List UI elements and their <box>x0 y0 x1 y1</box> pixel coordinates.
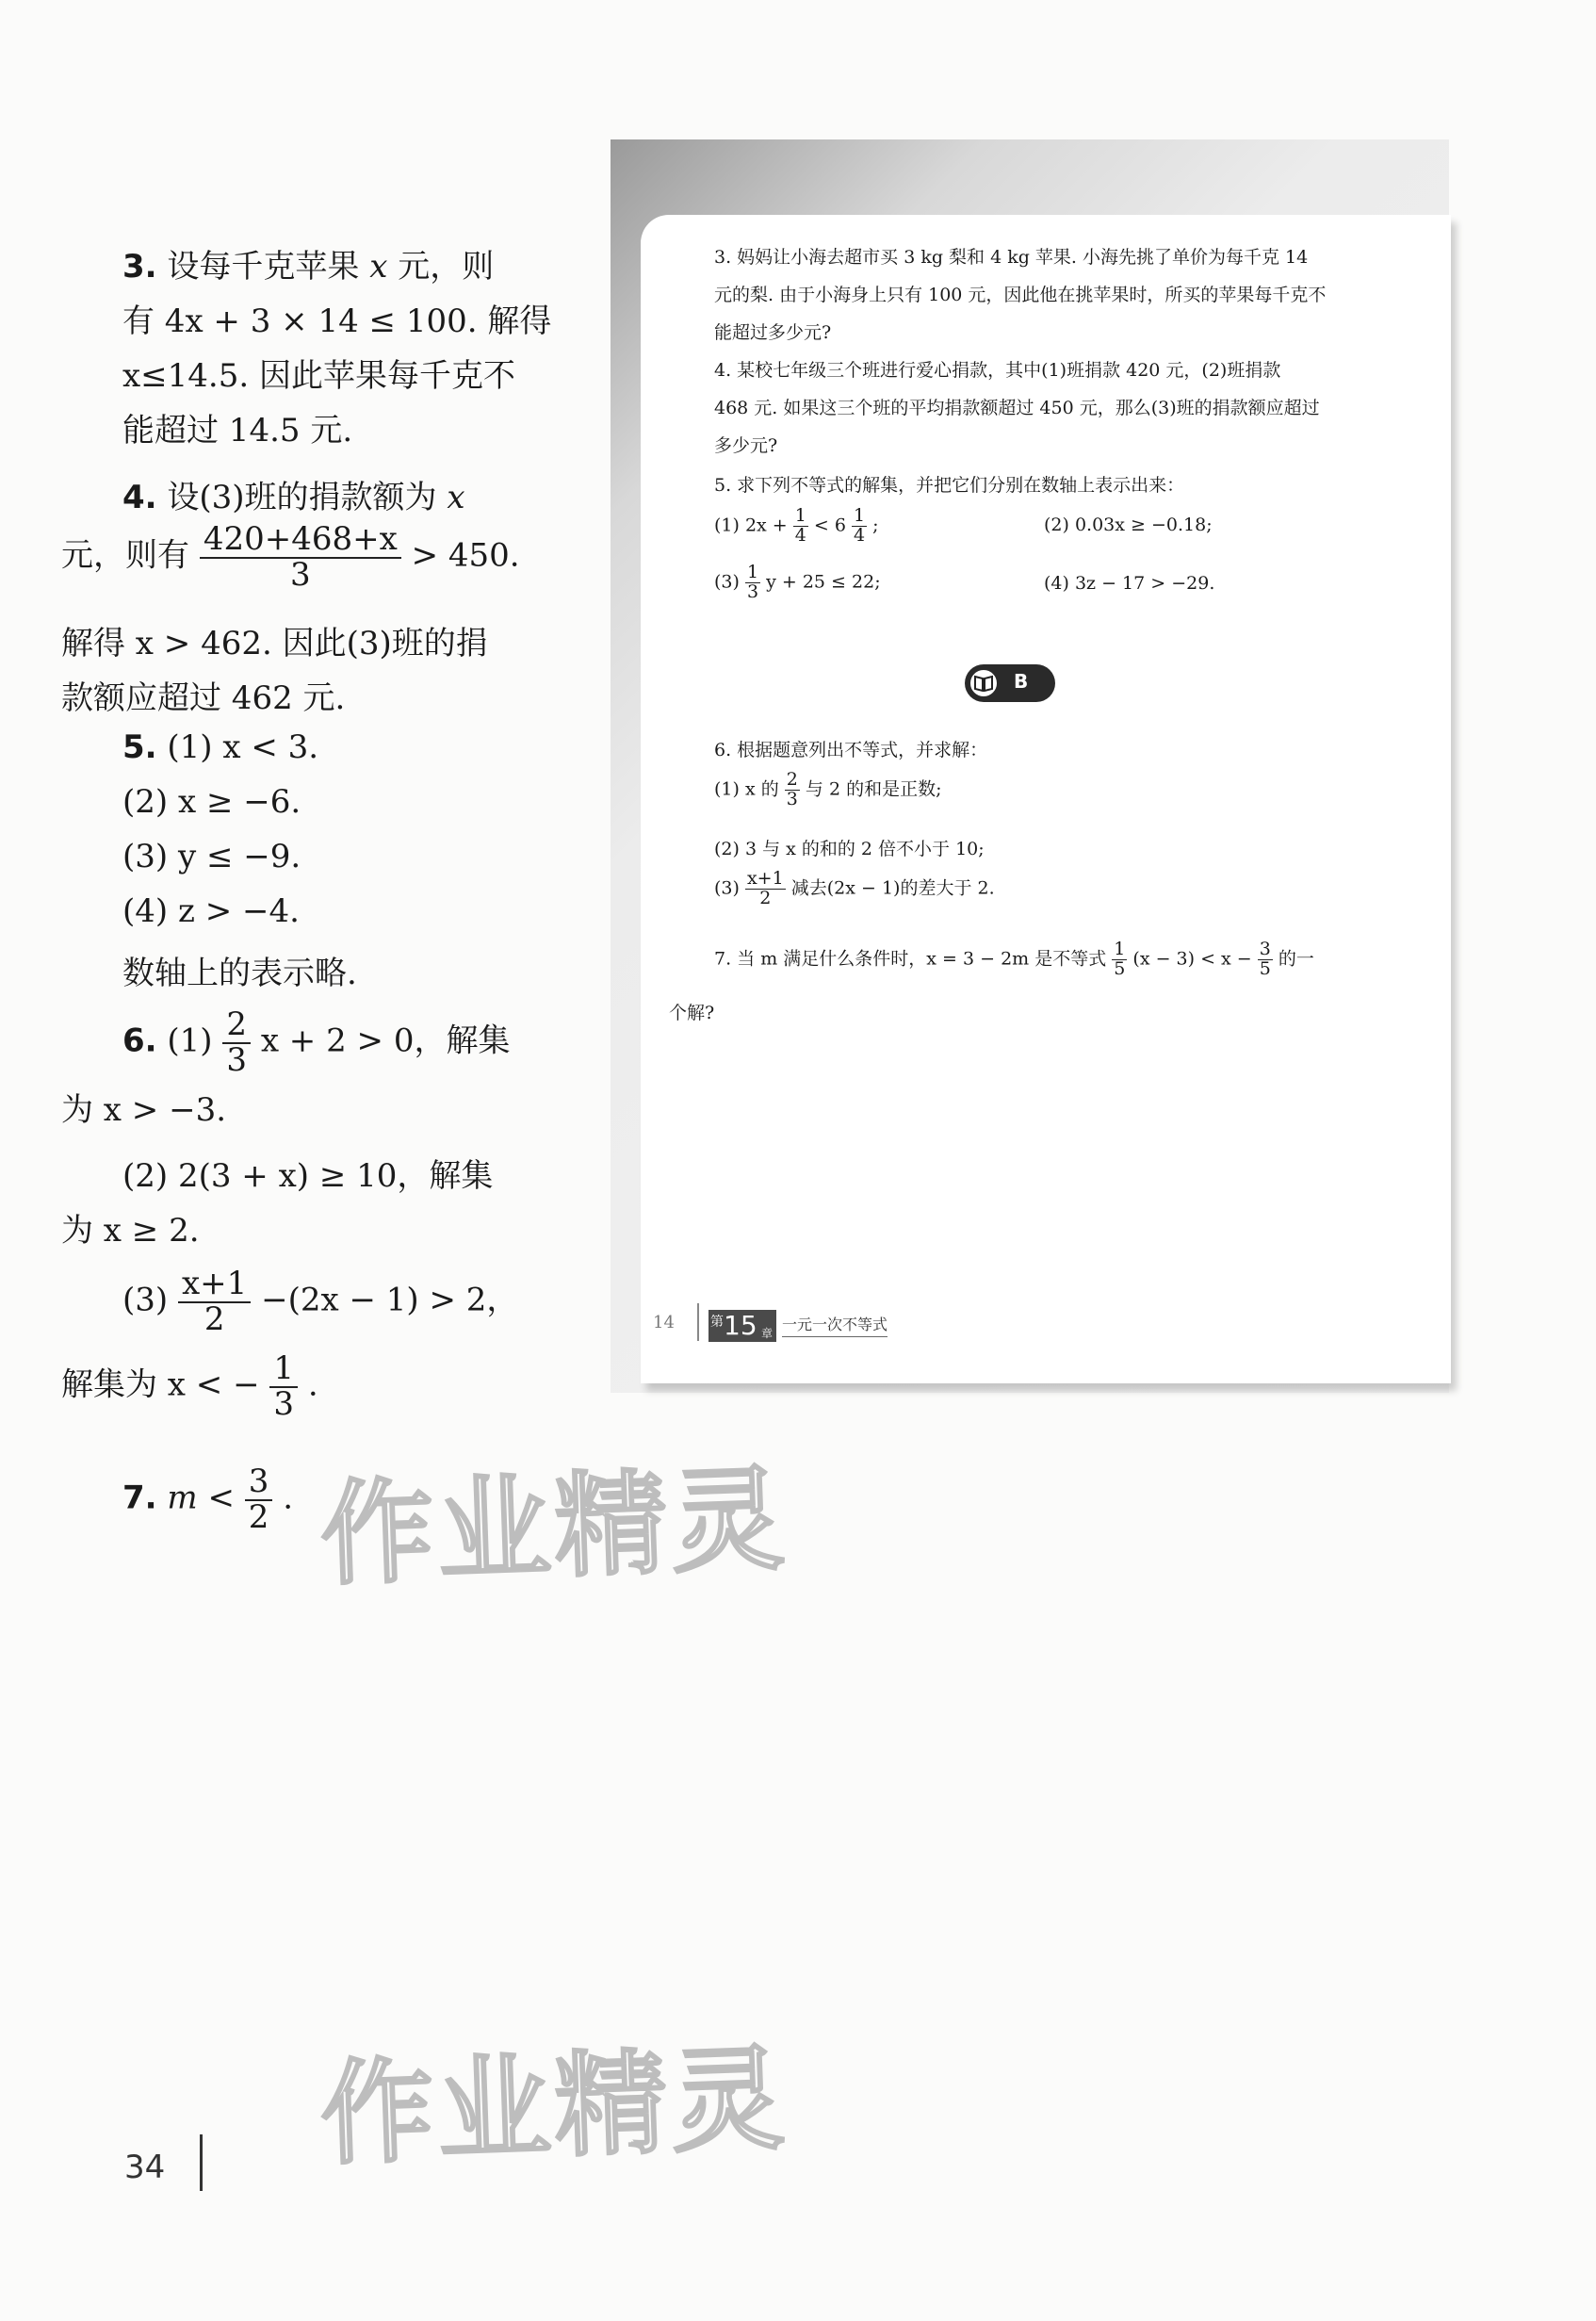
fraction-numerator: 2 <box>222 1008 251 1044</box>
fraction-denominator: 2 <box>204 1299 225 1338</box>
answer-4-line-3: 解得 x > 462. 因此(3)班的捐 <box>61 625 488 662</box>
answer-3-text-b: 元，则 <box>398 248 495 286</box>
fraction-numerator: 1 <box>269 1352 298 1388</box>
q7-line-2: 个解? <box>669 1003 715 1023</box>
q5-part-1-frac-2 <box>852 507 867 546</box>
fraction-numerator: 1 <box>854 505 866 526</box>
q6-part-2: (2) 3 与 x 的和的 2 倍不小于 10; <box>714 839 985 859</box>
answer-5-part-2: (2) x ≥ −6. <box>122 783 301 821</box>
q7-line-1 <box>714 940 1314 979</box>
fraction-numerator: 3 <box>1259 939 1271 959</box>
fraction-numerator: 420+468+x <box>200 523 401 559</box>
fraction-denominator: 3 <box>746 580 759 602</box>
answer-5-note: 数轴上的表示略. <box>122 955 357 992</box>
answer-5-number: 5. <box>122 728 157 766</box>
answer-3-line-4: 能超过 14.5 元. <box>122 412 353 449</box>
answer-6-number: 6. <box>122 1022 157 1060</box>
answer-4-number: 4. <box>122 479 157 516</box>
fraction-denominator: 2 <box>248 1497 269 1536</box>
chapter-suffix: 章 <box>761 1327 774 1340</box>
q5-part-1-b: < 6 <box>813 515 846 536</box>
watermark-bottom: 作业精灵 <box>318 2034 790 2182</box>
q3-line-2: 元的梨. 由于小海身上只有 100 元，因此他在挑苹果时，所买的苹果每千克不 <box>714 285 1327 305</box>
q6-part-3 <box>714 870 995 908</box>
answer-7 <box>122 1465 293 1534</box>
chapter-prefix: 第 <box>710 1315 724 1330</box>
q5-part-3-b: y + 25 ≤ 22; <box>766 571 881 593</box>
q5-part-2: (2) 0.03x ≥ −0.18; <box>1044 515 1213 535</box>
answer-7-fraction <box>245 1465 273 1534</box>
answer-6-part-2-line-2: 为 x ≥ 2. <box>61 1212 200 1250</box>
answer-6-part-3 <box>122 1267 518 1336</box>
q5-part-1-frac <box>793 507 808 546</box>
fraction-numerator: x+1 <box>178 1267 251 1303</box>
q7-frac-1 <box>1112 940 1127 979</box>
answer-3-variable: x <box>369 248 388 286</box>
fraction-denominator: 4 <box>794 524 806 546</box>
answer-7-text: m < <box>167 1479 235 1517</box>
q7-b: (x − 3) < x − <box>1132 948 1252 970</box>
q7-frac-2 <box>1258 940 1273 979</box>
fraction-denominator: 2 <box>759 887 772 908</box>
fraction-denominator: 3 <box>226 1040 248 1079</box>
q6-part-3-b: 减去(2x − 1)的差大于 2. <box>790 877 995 899</box>
q4-line-2: 468 元. 如果这三个班的平均捐款额超过 450 元，那么(3)班的捐款额应超过 <box>714 398 1320 418</box>
answer-3-text: 设每千克苹果 <box>167 248 360 286</box>
page-number-divider <box>697 1303 699 1341</box>
answer-4-text: 设(3)班的捐款额为 <box>167 479 437 516</box>
answer-4-text-c: > 450. <box>411 536 520 575</box>
fraction-numerator: x+1 <box>746 868 784 889</box>
textbook-page-number: 14 <box>653 1313 675 1332</box>
watermark-top: 作业精灵 <box>318 1454 790 1602</box>
q6-title: 6. 根据题意列出不等式，并求解： <box>714 740 988 760</box>
answer-6-part-3-end: . <box>307 1365 318 1404</box>
q6-part-1-frac <box>785 771 800 809</box>
book-icon <box>969 668 999 698</box>
q5-part-1-a: (1) 2x + <box>714 515 788 536</box>
answer-6-part-1-label: (1) <box>167 1022 213 1060</box>
answer-6-part-3-line-2 <box>61 1349 318 1423</box>
answer-6-part-3-rest: −(2x − 1) > 2， <box>261 1281 519 1319</box>
footer-divider <box>200 2134 203 2191</box>
answer-6-part-3-label: (3) <box>122 1281 169 1319</box>
q6-part-3-frac <box>745 870 786 908</box>
q6-part-3-a: (3) <box>714 877 740 899</box>
answer-3-line-3: x≤14.5. 因此苹果每千克不 <box>122 357 515 395</box>
chapter-label <box>708 1310 776 1342</box>
q5-title: 5. 求下列不等式的解集，并把它们分别在数轴上表示出来： <box>714 475 1185 496</box>
answer-3-number: 3. <box>122 248 157 286</box>
q5-part-4: (4) 3z − 17 > −29. <box>1044 573 1215 594</box>
answer-7-end: . <box>283 1479 294 1517</box>
textbook-page <box>641 215 1451 1383</box>
q4-line-3: 多少元? <box>714 435 778 456</box>
answer-6-part-1-fraction <box>222 1005 251 1079</box>
q5-part-1 <box>714 507 879 546</box>
fraction-numerator: 3 <box>245 1465 273 1501</box>
q5-part-3-frac <box>745 564 760 602</box>
q3-line-3: 能超过多少元? <box>714 322 832 343</box>
answer-4-line-2 <box>61 520 520 594</box>
answer-3-line-1 <box>122 240 494 286</box>
answer-6-part-2: (2) 2(3 + x) ≥ 10，解集 <box>122 1157 494 1195</box>
q5-part-3 <box>714 564 881 602</box>
answer-6-part-3-text: 解集为 x < − <box>61 1365 260 1404</box>
fraction-denominator: 3 <box>786 788 798 809</box>
q5-part-3-a: (3) <box>714 571 740 593</box>
answer-4-line-4: 款额应超过 462 元. <box>61 679 346 717</box>
q5-part-1-c: ; <box>872 515 879 536</box>
page-number: 34 <box>124 2149 166 2186</box>
answer-3-line-2: 有 4x + 3 × 14 ≤ 100. 解得 <box>122 302 552 340</box>
answer-6-part-1-rest: x + 2 > 0，解集 <box>260 1022 511 1060</box>
q6-part-1-b: 与 2 的和是正数; <box>805 778 942 800</box>
q4-line-1: 4. 某校七年级三个班进行爱心捐款，其中(1)班捐款 420 元，(2)班捐款 <box>714 360 1281 381</box>
answer-5-part-3: (3) y ≤ −9. <box>122 838 301 875</box>
fraction-numerator: 1 <box>1114 939 1126 959</box>
fraction-numerator: 1 <box>794 505 806 526</box>
fraction-denominator: 5 <box>1114 957 1126 979</box>
q3-line-1: 3. 妈妈让小海去超市买 3 kg 梨和 4 kg 苹果. 小海先挑了单价为每千克 14 <box>714 247 1309 268</box>
fraction-denominator: 3 <box>273 1384 295 1423</box>
q7-c: 的一 <box>1278 948 1314 970</box>
fraction-numerator: 1 <box>746 562 759 582</box>
q6-part-1 <box>714 771 941 809</box>
q7-a: 7. 当 m 满足什么条件时，x = 3 − 2m 是不等式 <box>714 948 1107 970</box>
answer-4-fraction <box>200 520 401 594</box>
answer-6-part-3-fraction <box>178 1267 251 1336</box>
fraction-denominator: 3 <box>289 555 311 594</box>
level-b-badge <box>965 664 1055 702</box>
answer-6-part-1-line-2: 为 x > −3. <box>61 1091 227 1129</box>
answer-7-number: 7. <box>122 1479 157 1517</box>
fraction-numerator: 2 <box>786 769 798 790</box>
answer-4-line-1 <box>122 471 465 517</box>
answer-5-line-1 <box>122 728 318 766</box>
answer-6-part-1 <box>122 1005 511 1079</box>
chapter-number: 15 <box>724 1310 757 1341</box>
answer-6-part-3-result-fraction <box>269 1349 298 1423</box>
answer-5-part-4: (4) z > −4. <box>122 892 300 930</box>
badge-letter: B <box>1014 670 1029 693</box>
chapter-title: 一元一次不等式 <box>782 1313 888 1337</box>
answer-5-part-1: (1) x < 3. <box>167 728 319 766</box>
answer-4-text-b: 元，则有 <box>61 536 189 575</box>
fraction-denominator: 5 <box>1259 957 1271 979</box>
fraction-denominator: 4 <box>854 524 866 546</box>
answer-4-variable: x <box>447 479 465 516</box>
q6-part-1-a: (1) x 的 <box>714 778 779 800</box>
